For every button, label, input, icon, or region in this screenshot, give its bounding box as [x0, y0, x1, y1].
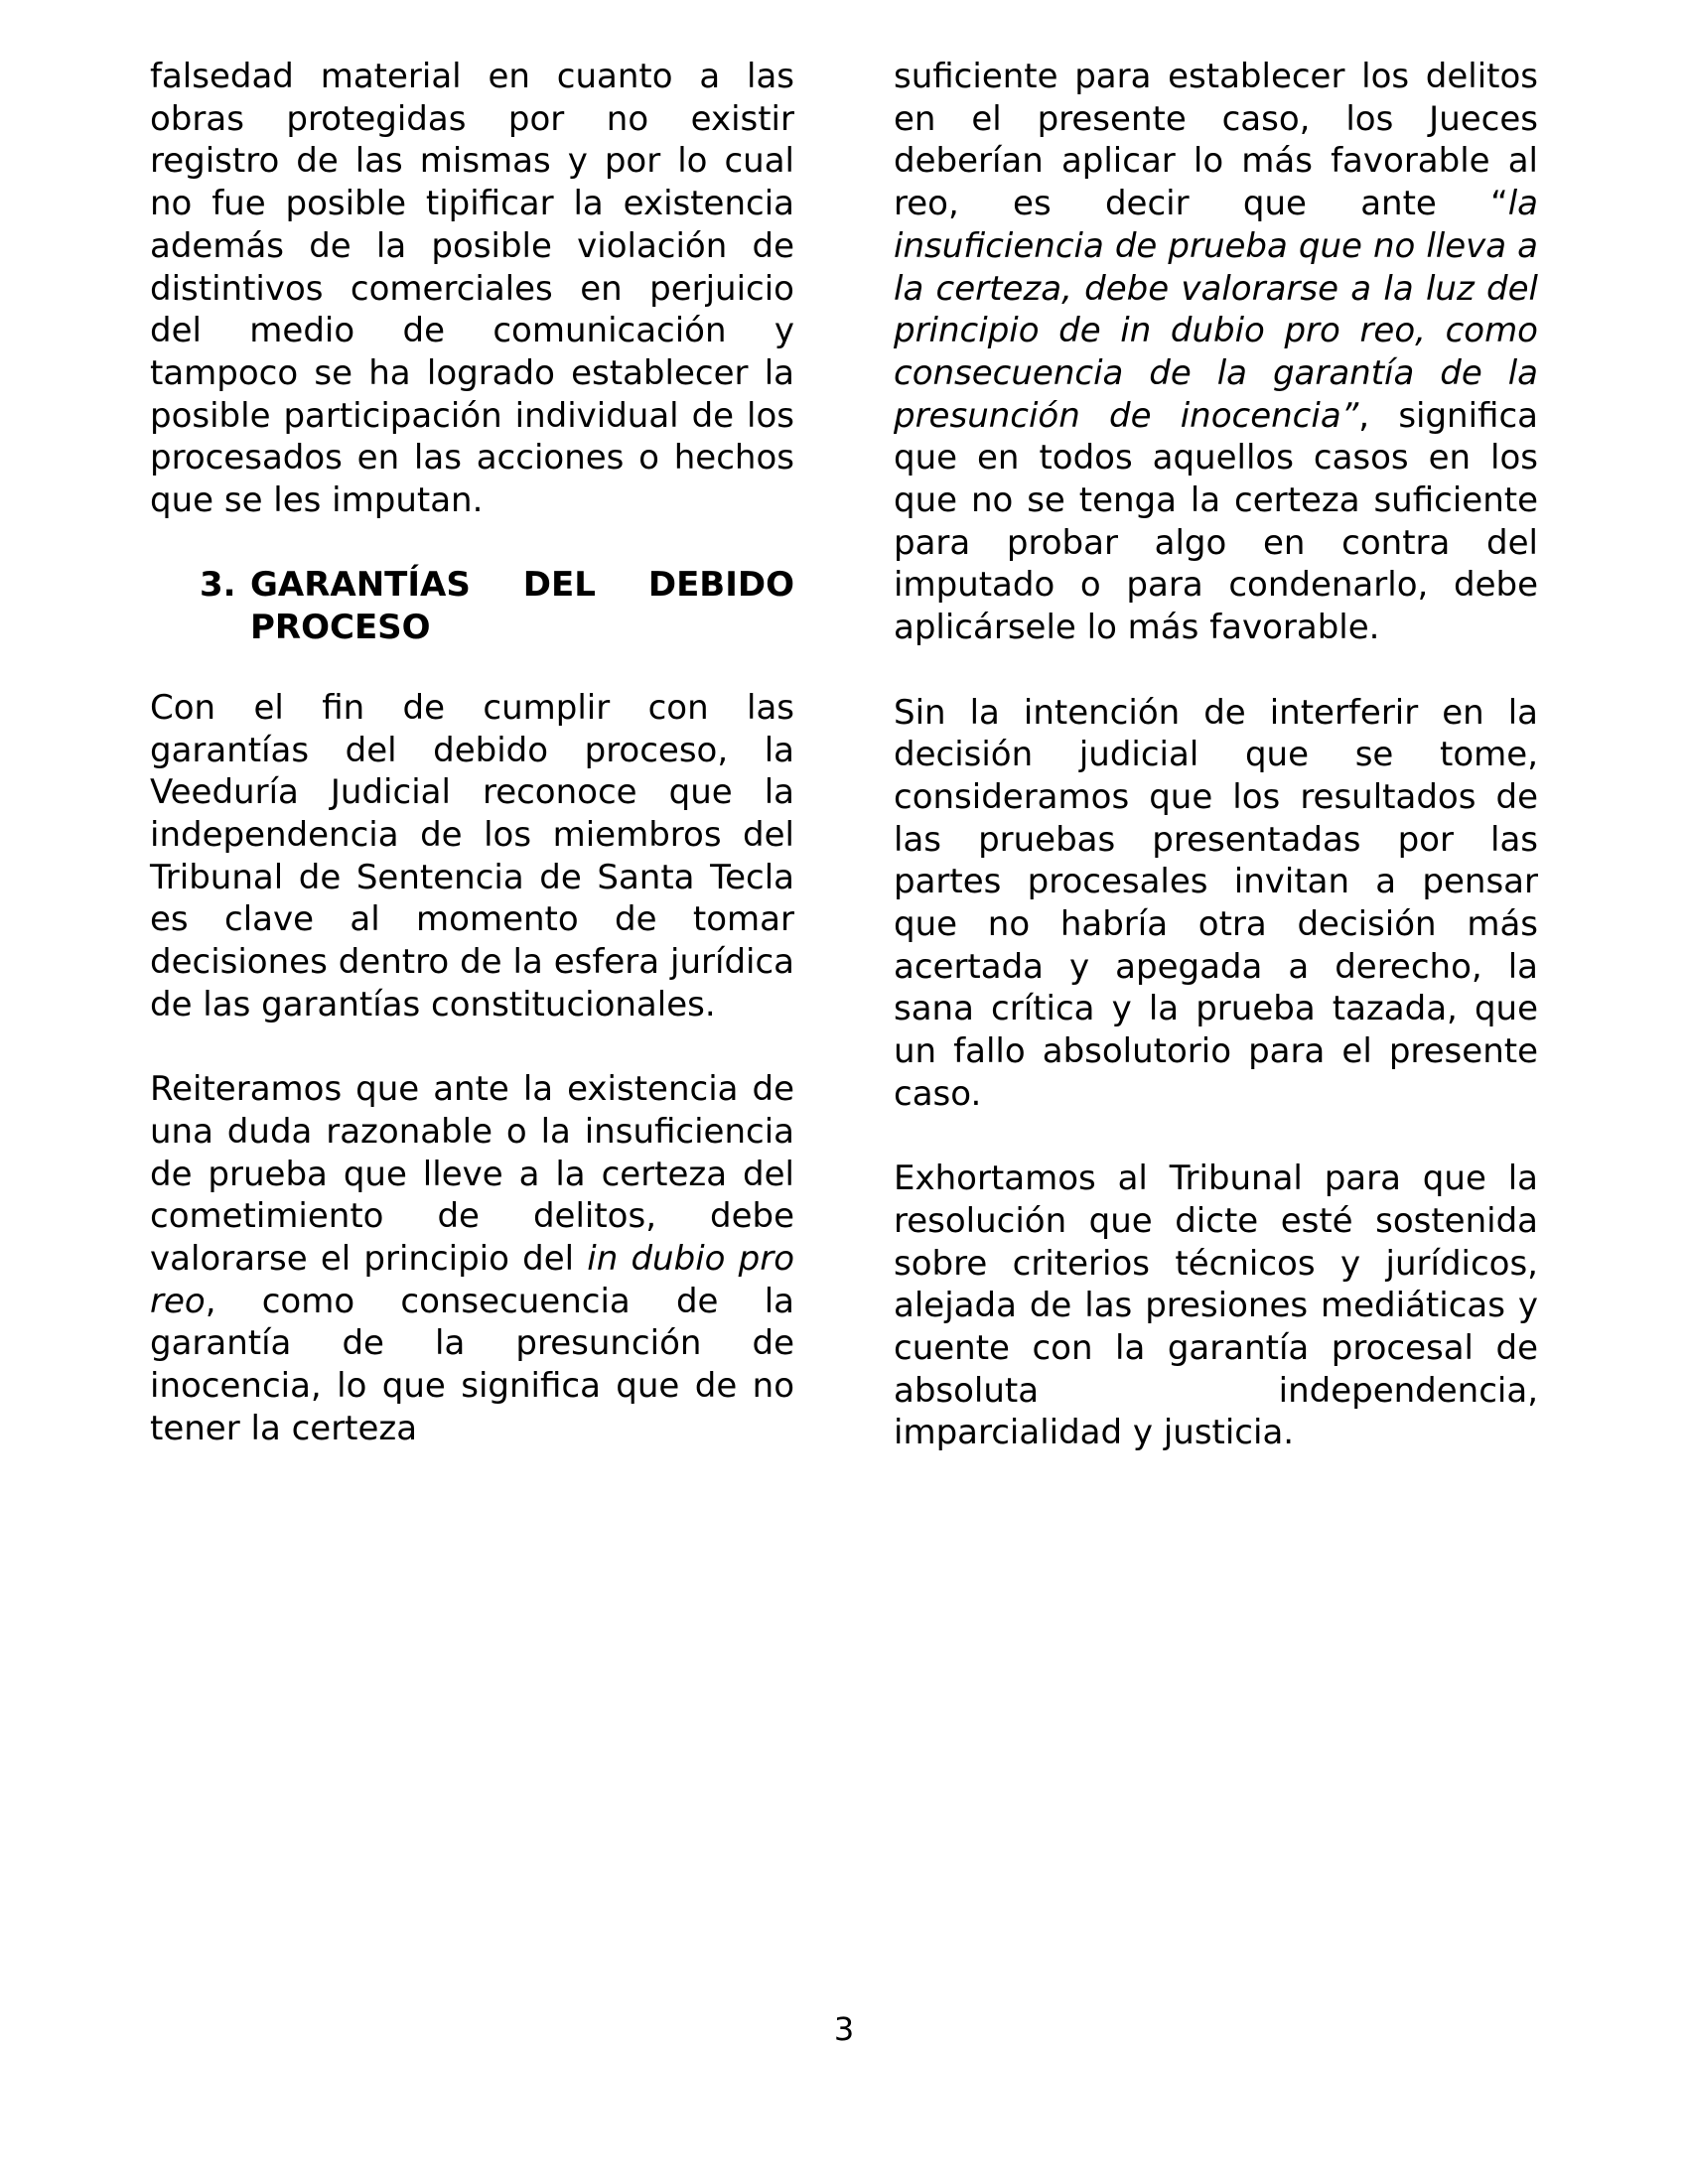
right-paragraph-1-text-start: suficiente para establecer los delitos en el presente caso, los Jueces deberían aplicar lo más favorable al reo, es decir que ante “: [894, 57, 1538, 224]
right-paragraph-3: Exhortamos al Tribunal para que la resolución que dicte esté sostenida sobre criterios técnicos y jurídicos, alejada de las presiones mediáticas y cuente con la garantía procesal de absoluta independencia, imparcialidad y justicia.: [894, 1159, 1538, 1453]
section-heading: [150, 564, 794, 648]
page-number: 3: [833, 2010, 855, 2048]
right-paragraph-1-italic-quote: la insuficiencia de prueba que no lleva a la certeza, debe valorarse a la luz del principio de in dubio pro reo, como consecuencia de la garantía de la presunción de inocencia”: [894, 184, 1538, 436]
left-paragraph-3-italic-phrase: in dubio pro reo: [150, 1238, 795, 1321]
section-title: GARANTÍAS DEL DEBIDO PROCESO: [250, 565, 794, 648]
left-paragraph-3-text-start: Reiteramos que ante la existencia de una duda razonable o la insuficiencia de prueba que lleve a la certeza del cometimiento de delitos, debe valorarse el principio del: [150, 1069, 794, 1279]
left-paragraph-2: Con el fin de cumplir con las garantías del debido proceso, la Veeduría Judicial reconoce que la independencia de los miembros del Tribunal de Sentencia de Santa Tecla es clave al momento de tomar decisiones dentro de la esfera jurídica de las garantías constitucionales.: [150, 687, 794, 1024]
left-paragraph-3: [150, 1068, 794, 1449]
left-paragraph-3-text-end: , como consecuencia de la garantía de la presunción de inocencia, lo que significa que de no tener la certeza: [150, 1281, 794, 1448]
right-paragraph-1: [894, 56, 1538, 649]
left-paragraph-1: falsedad material en cuanto a las obras protegidas por no existir registro de las mismas y por lo cual no fue posible tipificar la existencia además de la posible violación de distintivos comerciales en perjuicio del medio de comunicación y tampoco se ha logrado establecer la posible participación individual de los procesados en las acciones o hechos que se les imputan.: [150, 57, 794, 521]
section-number: 3.: [200, 565, 236, 606]
right-paragraph-1-text-end: , significa que en todos aquellos casos en los que no se tenga la certeza suficiente para probar algo en contra del imputado o para condenarlo, debe aplicársele lo más favorable.: [894, 395, 1538, 648]
right-paragraph-2: Sin la intención de interferir en la decisión judicial que se tome, consideramos que los resultados de las pruebas presentadas por las partes procesales invitan a pensar que no habría otra decisión más acertada y apegada a derecho, la sana crítica y la prueba tazada, que un fallo absolutorio para el presente caso.: [894, 692, 1538, 1114]
right-column: [894, 56, 1538, 1454]
left-column: [150, 56, 794, 1449]
